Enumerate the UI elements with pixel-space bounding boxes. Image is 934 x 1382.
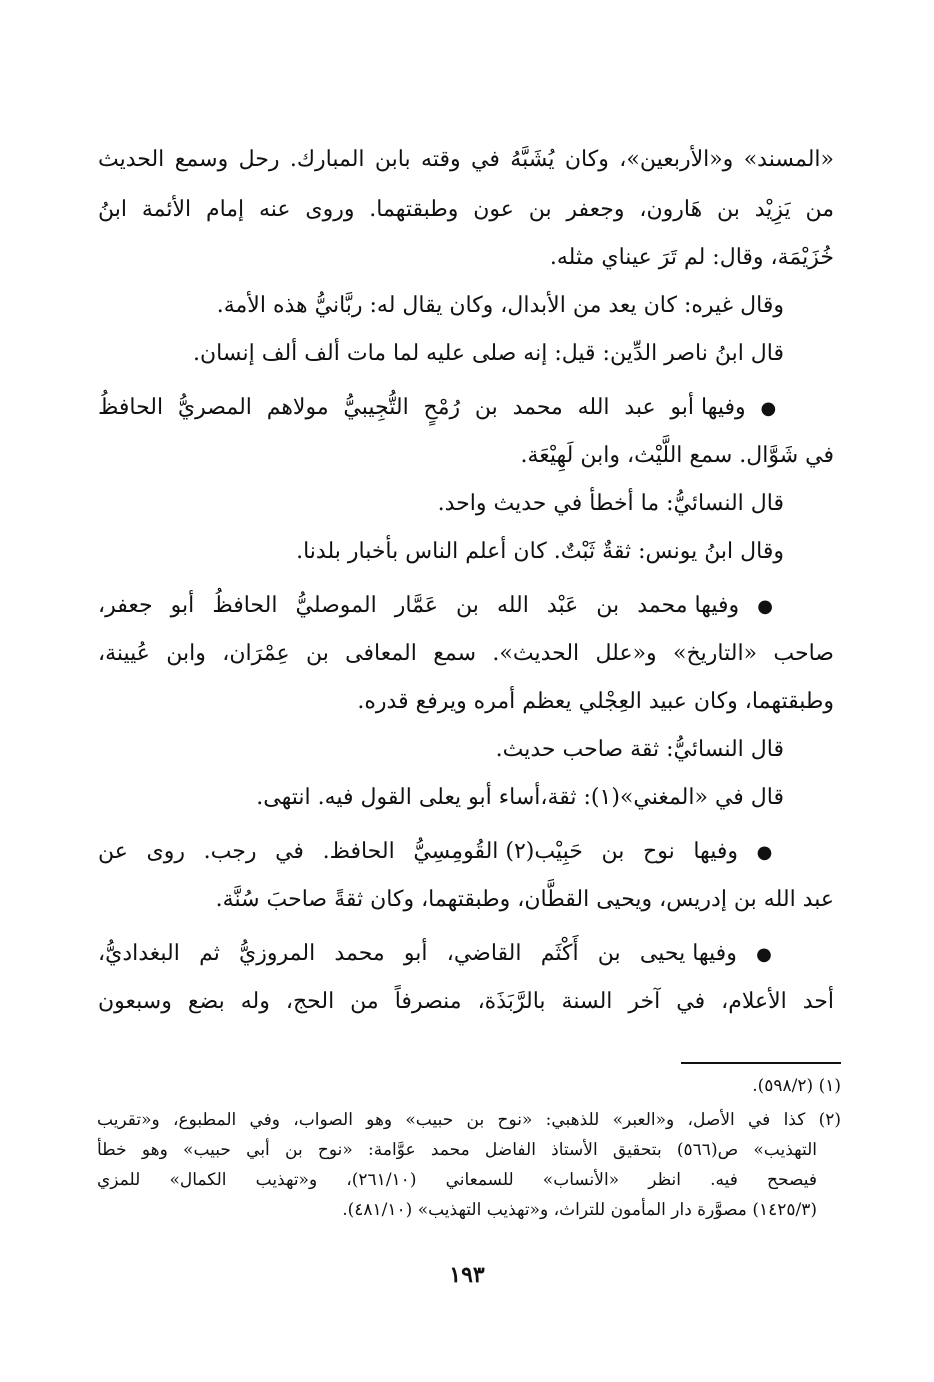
text-line: «المسند» و«الأربعين»، وكان يُشَبَّهُ في وقته بابن المبارك. رحل وسمع الحديث: [98, 147, 834, 172]
text-line: خُزَيْمَة، وقال: لم تَرَ عيناي مثله.: [549, 245, 834, 270]
footnote-line: (٢) كذا في الأصل، و«العبر» للذهبي: «نوح بن حبيب» وهو الصواب، وفي المطبوع، و«تقريب: [97, 1110, 841, 1130]
text-line: عبد الله بن إدريس، ويحيى القطَّان، وطبقتهما، وكان ثقةً صاحبَ سُنَّة.: [215, 887, 834, 912]
text-line: قال النسائيُّ: ثقة صاحب حديث.: [495, 737, 784, 762]
page-number: ١٩٣: [449, 1262, 485, 1288]
bullet-icon: ●: [756, 842, 784, 863]
text-line: من يَزِيْد بن هَارون، وجعفر بن عون وطبقتهما. وروى عنه إمام الأئمة ابنُ: [98, 197, 834, 222]
text-line: أحد الأعلام، في آخر السنة بالرَّبَذَة، منصرفاً من الحج، وله بضع وسبعون: [98, 989, 834, 1014]
text-line: قال ابنُ ناصر الدِّين: قيل: إنه صلى عليه لما مات ألف ألف إنسان.: [192, 341, 784, 366]
footnote-line: فيصحح فيه. انظر «الأنساب» للسمعاني (٢٦١/١٠)، و«تهذيب الكمال» للمزي: [97, 1170, 817, 1190]
text-line: قال في «المغني»(١): ثقة،أساء أبو يعلى القول فيه. انتهى.: [256, 785, 784, 810]
bullet-icon: ●: [757, 596, 784, 617]
entry-line: [98, 934, 784, 974]
footnote-line: (١٤٢٥/٣) مصوَّرة دار المأمون للتراث، و«تهذيب التهذيب» (٤٨١/١٠).: [342, 1200, 817, 1220]
text-line: وطبقتهما، وكان عبيد العِجْلي يعظم أمره ويرفع قدره.: [357, 689, 834, 714]
text-line: وقال ابنُ يونس: ثقةٌ ثَبْتٌ. كان أعلم الناس بأخبار بلدنا.: [296, 539, 784, 564]
text-line: وفيها يحيى بن أَكْثَم القاضي، أبو محمد المروزيُّ ثم البغداديُّ،: [98, 941, 737, 966]
entry-line: [98, 388, 784, 428]
footnote-line: (١) (٥٩٨/٢).: [752, 1076, 841, 1096]
text-line: وفيها نوح بن حَبِيْب(٢) القُومِسِيُّ الحافظ. في رجب. روى عن: [98, 839, 738, 864]
bullet-icon: ●: [760, 398, 784, 419]
footnote-line: التهذيب» ص(٥٦٦) بتحقيق الأستاذ الفاضل محمد عوَّامة: «نوح بن أبي حبيب» وهو خطأ: [97, 1140, 817, 1160]
text-line: وفيها أبو عبد الله محمد بن رُمْحٍ التُّجِيبيُّ مولاهم المصريُّ الحافظُ: [98, 395, 746, 420]
text-line: وقال غيره: كان يعد من الأبدال، وكان يقال له: ربَّانيُّ هذه الأمة.: [216, 293, 784, 318]
text-line: في شَوَّال. سمع اللَّيْث، وابن لَهِيْعَة.: [520, 443, 834, 468]
bullet-icon: ●: [756, 944, 784, 965]
text-line: صاحب «التاريخ» و«علل الحديث». سمع المعافى بن عِمْرَان، وابن عُيينة،: [98, 641, 834, 666]
footnote-divider: [681, 1062, 841, 1064]
text-line: قال النسائيُّ: ما أخطأ في حديث واحد.: [437, 491, 784, 516]
text-line: وفيها محمد بن عَبْد الله بن عَمَّار الموصليُّ الحافظُ أبو جعفر،: [98, 593, 740, 618]
entry-line: [98, 586, 784, 626]
entry-line: [98, 832, 784, 872]
